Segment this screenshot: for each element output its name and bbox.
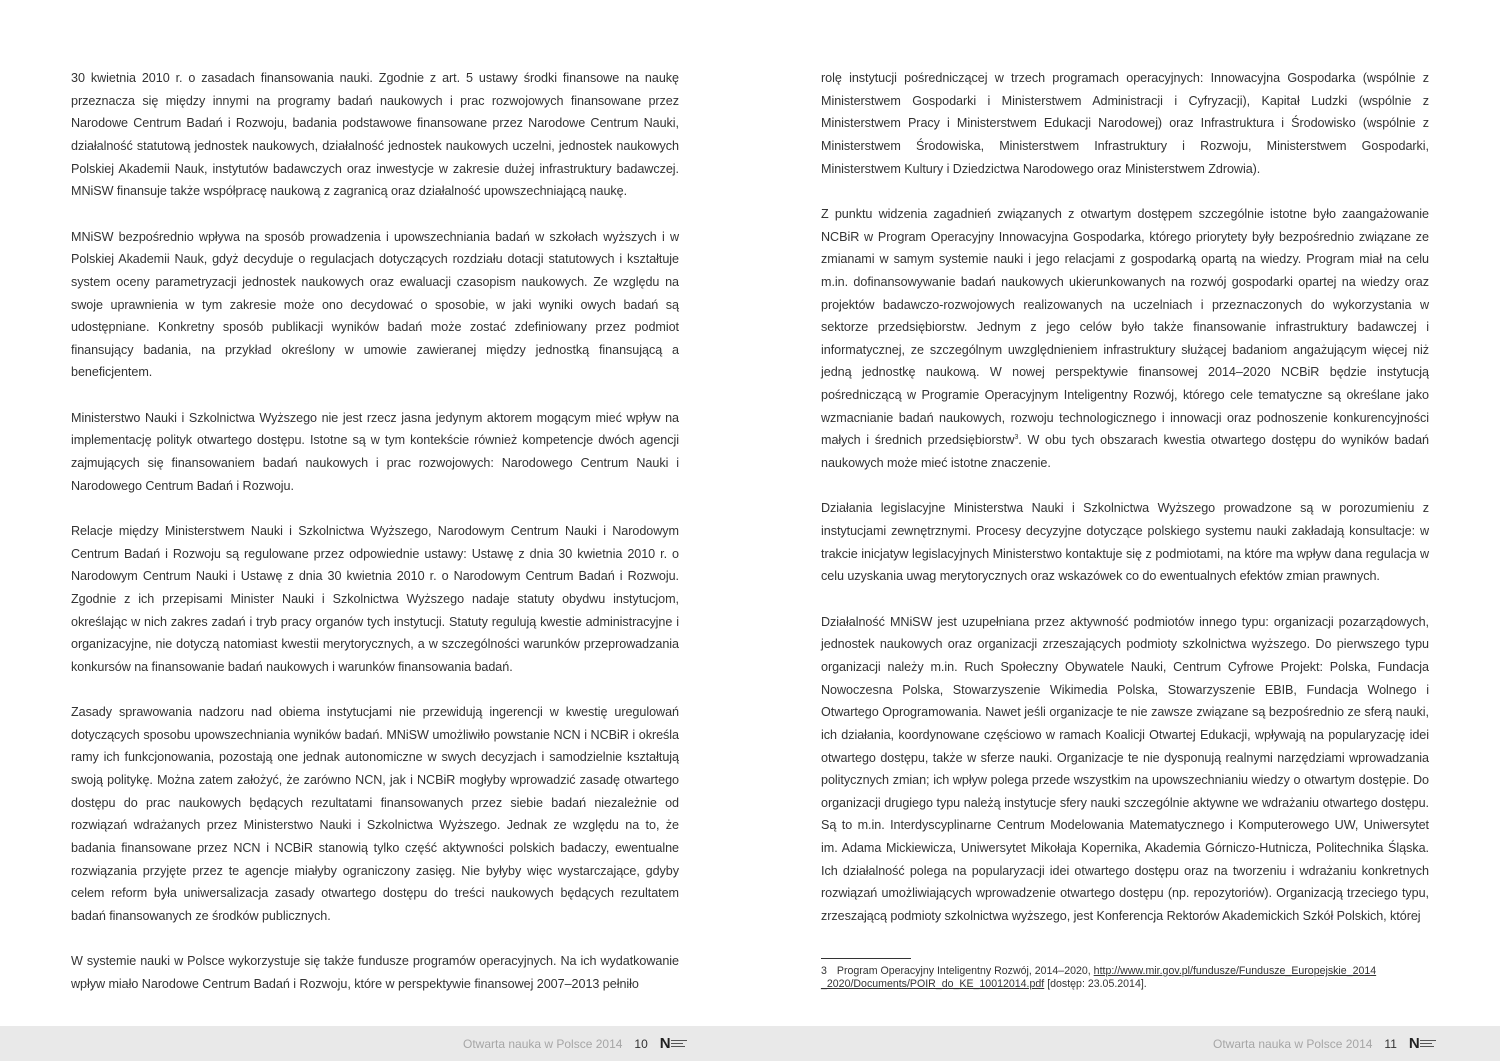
paragraph-text-tail: . W obu tych obszarach kwestia otwartego dostępu do wyników badań naukowych może mieć istotne znaczenie. [821, 433, 1429, 471]
footer-title: Otwarta nauka w Polsce 2014 [463, 1036, 623, 1051]
paragraph-text: Z punktu widzenia zagadnień związanych z otwartym dostępem szczególnie istotne było zaangażowanie NCBiR w Program Operacyjny Innowacyjna Gospodarka, którego priorytety były bezpośrednio związane ze zmianami w samym systemie nauki i jego relacjami z gospodarką opartą na wiedzy. Program miał na celu m.in. dofinansowywanie badań naukowych ukierunkowanych na rozwój gospodarki opartej na wiedzy oraz projektów badawczo-rozwojowych realizowanych na uczelniach i przeznaczonych do wykorzystania w sektorze przedsiębiorstw. Jednym z jego celów było także finansowanie infrastruktury badawczej i informatycznej, ze szczególnym uwzględnieniem infrastruktury służącej badaniom angażującym więcej niż jedną jednostkę naukową. W nowej perspektywie finansowej 2014–2020 NCBiR będzie instytucją pośredniczącą w Programie Operacyjnym Inteligentny Rozwój, którego cele tematyczne są określane jako wzmacnianie badań naukowych, rozwoju technologicznego i innowacji oraz podnoszenie konkurencyjności małych i średnich przedsiębiorstw [821, 206, 1429, 448]
body-paragraph: 30 kwietnia 2010 r. o zasadach finansowania nauki. Zgodnie z art. 5 ustawy środki finansowe na naukę przeznacza się między innymi na programy badań naukowych i prac rozwojowych finansowane przez Narodowe Centrum Badań i Rozwoju, badania podstawowe finansowane przez Narodowe Centrum Nauki, działalność statutową jednostek naukowych, działalność jednostek naukowych uczelni, jednostek naukowych Polskiej Akademii Nauk, instytutów badawczych oraz inwestycje w zakresie dużej infrastruktury badawczej. MNiSW finansuje także współpracę naukową z zagranicą oraz działalność upowszechniającą naukę. [71, 71, 679, 199]
footnote-divider [821, 958, 911, 959]
footnote-link[interactable]: http://www.mir.gov.pl/fundusze/Fundusze_Europejskie_2014_2020/Documents/POIR_do_KE_10012014.pdf [821, 965, 1377, 990]
body-paragraph: rolę instytucji pośredniczącej w trzech programach operacyjnych: Innowacyjna Gospodarka (wspólnie z Ministerstwem Gospodarki i Ministerstwem Administracji i Cyfryzacji), Kapitał Ludzki (wspólnie z Ministerstwem Pracy i Ministerstwem Edukacji Narodowej) oraz Infrastruktura i Środowisko (wspólnie z Ministerstwem Środowiska, Ministerstwem Infrastruktury i Rozwoju, Ministerstwem Gospodarki, Ministerstwem Kultury i Dziedzictwa Narodowego oraz Ministerstwem Zdrowia). [821, 71, 1429, 176]
left-page [0, 0, 750, 1026]
footnote-text: Program Operacyjny Inteligentny Rozwój, 2014–2020, [836, 965, 1091, 977]
body-paragraph: MNiSW bezpośrednio wpływa na sposób prowadzenia i upowszechniania badań w szkołach wyższych i w Polskiej Akademii Nauk, gdyż decyduje o regulacjach dotyczących rozdziału dotacji statutowych i kształtuje system oceny parametryzacji jednostek naukowych oraz ewaluacji czasopism naukowych. Ze względu na swoje uprawnienia w tym zakresie może ono decydować o sposobie, w jaki wyniki owych badań są udostępniane. Konkretny sposób publikacji wyników badań może zostać zdefiniowany przez podmiot finansujący badania, na przykład określony w umowie zawieranej między jednostką finansującą a beneficjentem. [71, 229, 679, 380]
footnote-number: 3 [821, 965, 827, 977]
page-number: 10 [634, 1036, 648, 1051]
right-page [750, 0, 1500, 1026]
footer-left [463, 1026, 688, 1061]
footer-right [1213, 1026, 1437, 1061]
body-paragraph: Zasady sprawowania nadzoru nad obiema instytucjami nie przewidują ingerencji w kwestię uregulowań dotyczących sposobu upowszechniania wyników badań. MNiSW umożliwiło powstanie NCN i NCBiR i określa ramy ich funkcjonowania, pozostają one jednak autonomiczne w swych decyzjach i samodzielnie kształtują swoją politykę. Można zatem założyć, że zarówno NCN, jak i NCBiR mogłyby wprowadzić zasadę otwartego dostępu do prac naukowych będących rezultatami finansowanych przez siebie badań niezależnie od rozwiązań wdrażanych przez Ministerstwo Nauki i Szkolnictwa Wyższego. Jednak ze względu na to, że badania finansowane przez NCN i NCBiR stanowią tylko część aktywności polskich badaczy, ewentualne rozwiązania przyjęte przez te agencje miałyby ograniczony zasięg. Nie byłyby więc wystarczające, gdyby celem reform była uniwersalizacja zasady otwartego dostępu do treści naukowych będących rezultatem badań finansowanych ze środków publicznych. [71, 705, 679, 924]
body-paragraph: Relacje między Ministerstwem Nauki i Szkolnictwa Wyższego, Narodowym Centrum Nauki i Narodowym Centrum Badań i Rozwoju są regulowane przez odpowiednie ustawy: Ustawę z dnia 30 kwietnia 2010 r. o Narodowym Centrum Nauki i Ustawę z dnia 30 kwietnia 2010 r. o Narodowym Centrum Badań i Rozwoju. Zgodnie z ich przepisami Minister Nauki i Szkolnictwa Wyższego nadaje statuty obydwu instytucjom, określając w nich zakres zadań i tryb pracy organów tych instytucji. Statuty regulują kwestie administracyjne i organizacyjne, nie dotyczą natomiast kwestii merytorycznych, a w szczególności warunków przeprowadzania konkursów na finansowanie badań naukowych i warunków finansowania badań. [71, 523, 679, 674]
footnote [821, 965, 1381, 991]
left-text-column [71, 67, 679, 996]
ncn-logo-icon: N [660, 1036, 688, 1052]
body-paragraph [821, 203, 1429, 475]
body-paragraph: Działania legislacyjne Ministerstwa Nauki i Szkolnictwa Wyższego prowadzone są w porozumieniu z instytucjami zewnętrznymi. Procesy decyzyjne dotyczące polskiego systemu nauki zakładają konsultacje: w trakcie inicjatyw legislacyjnych Ministerstwo kontaktuje się z podmiotami, na które ma wpływ dana regulacja w celu uzyskania uwag merytorycznych oraz wskazówek co do ewentualnych efektów zmian prawnych. [821, 501, 1429, 584]
footnote-access-date: [dostęp: 23.05.2014]. [1047, 978, 1147, 990]
footnote-reference[interactable]: 3 [1014, 434, 1019, 442]
page-number: 11 [1384, 1036, 1397, 1051]
ncn-logo-icon: N [1409, 1036, 1437, 1052]
footer-title: Otwarta nauka w Polsce 2014 [1213, 1036, 1373, 1051]
footer-bar [0, 1026, 1500, 1061]
body-paragraph: Ministerstwo Nauki i Szkolnictwa Wyższego nie jest rzecz jasna jedynym aktorem mogącym mieć wpływ na implementację polityk otwartego dostępu. Istotne są w tym kontekście również kompetencje dwóch agencji zajmujących się finansowaniem badań naukowych i prac rozwojowych: Narodowego Centrum Nauki i Narodowego Centrum Badań i Rozwoju. [71, 410, 679, 493]
body-paragraph: Działalność MNiSW jest uzupełniana przez aktywność podmiotów innego typu: organizacji pozarządowych, jednostek naukowych oraz organizacji zrzeszających podmioty szkolnictwa wyższego. Do pierwszego typu organizacji należy m.in. Ruch Społeczny Obywatele Nauki, Centrum Cyfrowe Projekt: Polska, Fundacja Nowoczesna Polska, Stowarzyszenie Wikimedia Polska, Stowarzyszenie EBIB, Fundacja Wolnego i Otwartego Oprogramowania. Nawet jeśli organizacje te nie zawsze związane są bezpośrednio ze sferą nauki, ich działania, koordynowane częściowo w ramach Koalicji Otwartej Edukacji, wpływają na popularyzację idei otwartego dostępu, także w sferze nauki. Organizacje te nie dysponują realnymi narzędziami wprowadzania politycznych zmian; ich wpływ polega przede wszystkim na upowszechnianiu wiedzy o otwartym dostępie. Do organizacji drugiego typu należą instytucje sfery nauki szczególnie aktywne we wdrażaniu otwartego dostępu. Są to m.in. Interdyscyplinarne Centrum Modelowania Matematycznego i Komputerowego UW, Uniwersytet im. Adama Mickiewicza, Uniwersytet Mikołaja Kopernika, Akademia Górniczo-Hutnicza, Politechnika Śląska. Ich działalność polega na popularyzacji idei otwartego dostępu oraz na tworzeniu i wdrażaniu konkretnych rozwiązań umożliwiających wprowadzenie otwartego dostępu (np. repozytoriów). Organizacją trzeciego typu, zrzeszającą podmioty szkolnictwa wyższego, jest Konferencja Rektorów Akademickich Szkół Polskich, której [821, 614, 1429, 924]
body-paragraph: W systemie nauki w Polsce wykorzystuje się także fundusze programów operacyjnych. Na ich wydatkowanie wpływ miało Narodowe Centrum Badań i Rozwoju, które w perspektywie finansowej 2007–2013 pełniło [71, 954, 679, 991]
right-text-column [821, 67, 1429, 928]
